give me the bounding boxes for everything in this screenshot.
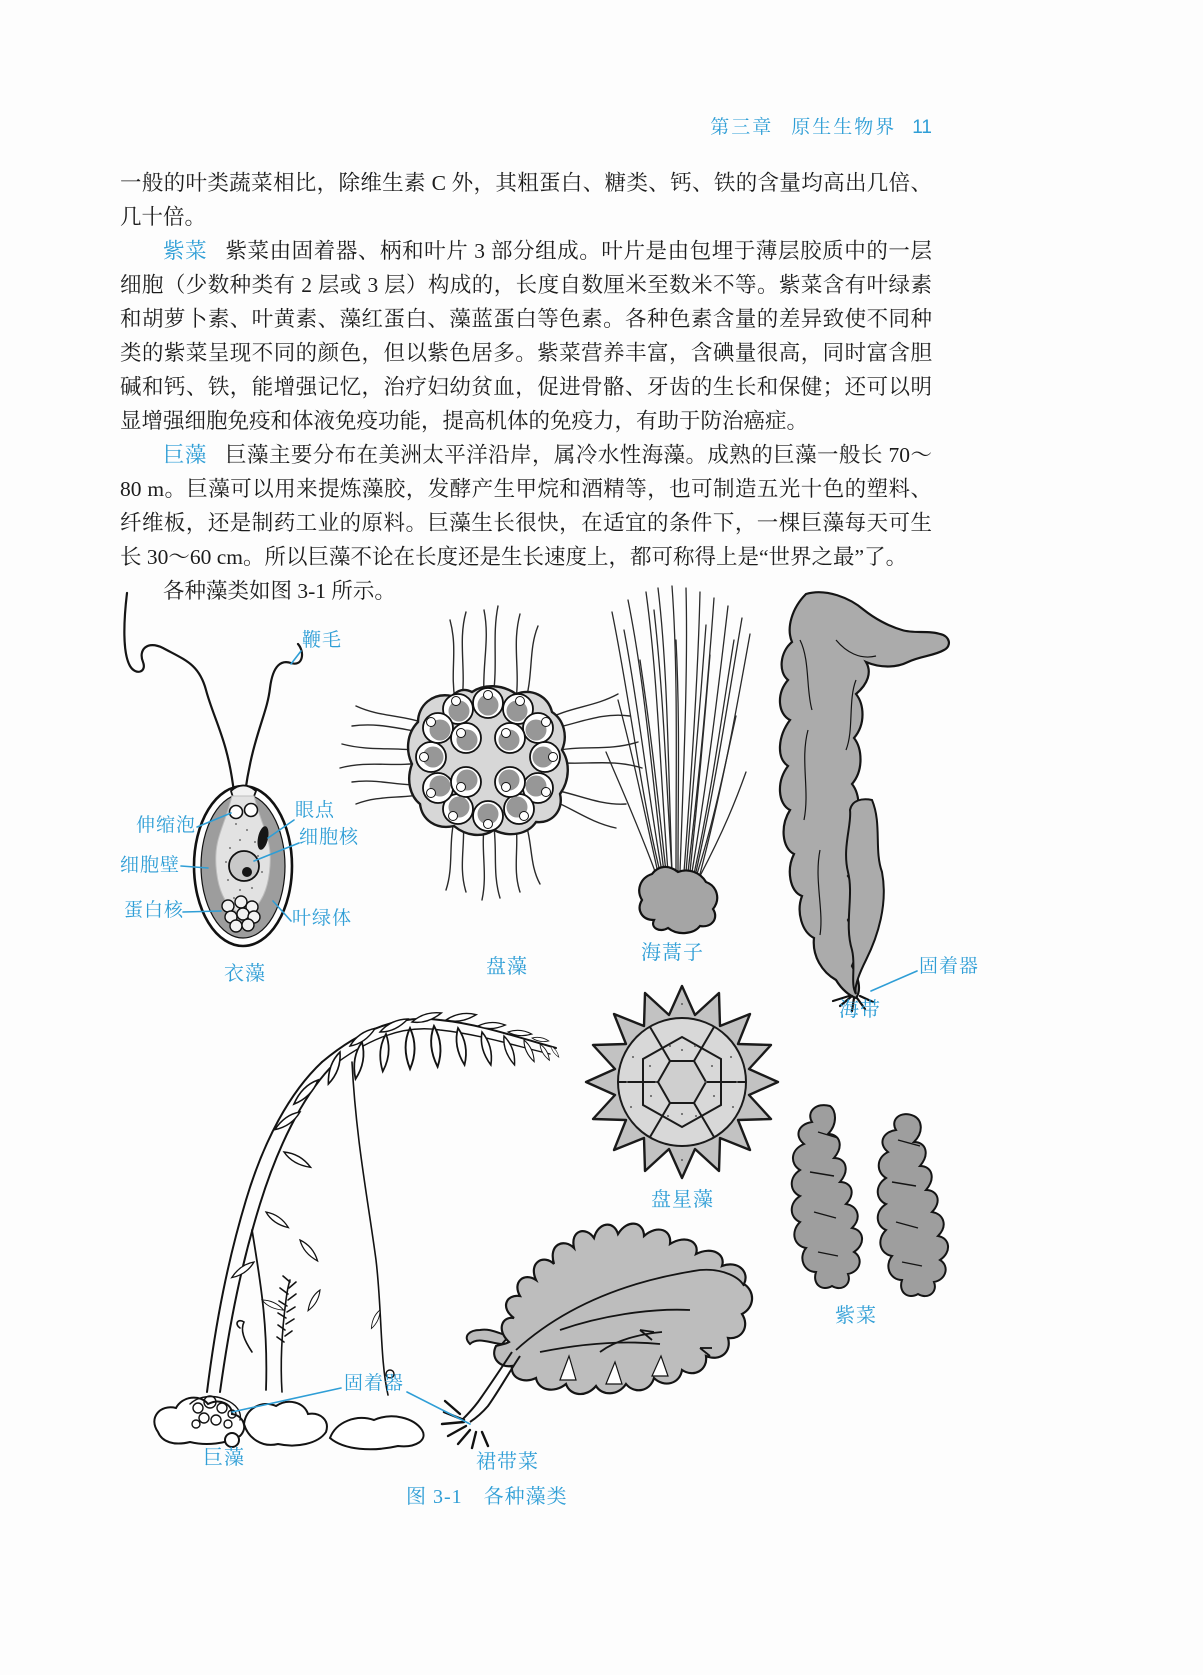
giant-kelp-thin-stalk <box>352 1062 388 1395</box>
contractile-vacuole-shape <box>230 806 243 819</box>
leader-pyrenoid <box>183 911 221 912</box>
giant-kelp-rocks <box>154 1398 423 1450</box>
nori-drawing <box>792 1105 948 1296</box>
sargassum-holdfast <box>639 867 717 933</box>
paragraph-figure-ref: 各种藻类如图 3-1 所示。 <box>163 579 396 603</box>
section-title: 原生生物界 <box>791 117 897 138</box>
figure-illustration <box>0 575 1203 1530</box>
paragraph-lead-nori: 紫菜 <box>163 239 208 263</box>
paragraph-nori-text: 紫菜由固着器、柄和叶片 3 部分组成。叶片是由包埋于薄层胶质中的一层细胞（少数种类有 2 层或 3 层）构成的，长度自数厘米至数米不等。紫菜含有叶绿素和胡萝卜素、叶黄素、藻红蛋白、藻蓝蛋白等色素。各种色素含量的差异致使不同种类的紫菜呈现不同的颜色，但以紫色居多。紫菜营养丰富，含碘量很高，同时富含胆碱和钙、铁，能增强记忆，治疗妇幼贫血，促进骨骼、牙齿的生长和保健；还可以明显增强细胞免疫和体液免疫功能，提高机体的免疫力，有助于防治癌症。 <box>120 239 932 433</box>
wakame-blade <box>494 1224 752 1394</box>
wakame-stalk <box>462 1352 512 1420</box>
body-text <box>120 166 932 608</box>
nori-blade-left <box>792 1105 862 1288</box>
gonium-drawing <box>340 606 642 900</box>
caption-giant-kelp: 巨藻 <box>203 1447 245 1469</box>
flagellum-right <box>245 644 302 793</box>
pediastrum-drawing <box>586 986 778 1178</box>
label-chloroplast: 叶绿体 <box>292 908 353 929</box>
label-kelp-holdfast: 固着器 <box>919 956 980 977</box>
figure-caption: 图 3-1 各种藻类 <box>406 1486 568 1508</box>
label-eyespot: 眼点 <box>295 800 336 821</box>
caption-kelp: 海带 <box>839 999 881 1021</box>
wakame-drawing <box>442 1224 752 1448</box>
running-header <box>120 112 932 139</box>
chlamydomonas-drawing <box>124 593 302 946</box>
contractile-vacuole-shape <box>245 804 258 817</box>
paragraph-giant-kelp <box>120 438 932 574</box>
caption-gonium: 盘藻 <box>486 956 528 978</box>
label-contractile-vacuole: 伸缩泡 <box>136 815 197 836</box>
sargassum-drawing <box>606 586 750 933</box>
nucleolus-shape <box>242 867 252 877</box>
caption-pediastrum: 盘星藻 <box>651 1189 714 1211</box>
label-cell-wall: 细胞壁 <box>120 855 181 876</box>
caption-nori: 紫菜 <box>835 1305 877 1327</box>
nucleus-shape <box>229 851 259 881</box>
paragraph-nori <box>120 234 932 438</box>
paragraph-lead-giant-kelp: 巨藻 <box>163 443 207 467</box>
label-flagellum: 鞭毛 <box>302 630 343 651</box>
nori-blade-right <box>878 1114 948 1296</box>
caption-sargassum: 海蒿子 <box>641 942 704 964</box>
flagellum-left <box>124 593 234 793</box>
label-shared-holdfast: 固着器 <box>344 1373 405 1394</box>
kelp-drawing <box>780 592 949 1011</box>
leader-kelp-holdfast <box>871 971 917 991</box>
wakame-holdfast-claw <box>442 1401 488 1448</box>
giant-kelp-leaves <box>229 1011 559 1312</box>
giant-kelp-side-stalk <box>252 1230 266 1390</box>
leader-wakame-holdfast <box>407 1392 470 1424</box>
sargassum-strands <box>606 586 750 876</box>
chapter-title: 第三章 <box>710 117 774 138</box>
caption-chlamydomonas: 衣藻 <box>224 963 266 985</box>
page-number: 11 <box>912 117 932 138</box>
paragraph-continuation: 一般的叶类蔬菜相比，除维生素 C 外，其粗蛋白、糖类、钙、铁的含量均高出几倍、几十倍。 <box>120 171 932 229</box>
label-nucleus: 细胞核 <box>299 827 360 848</box>
caption-wakame: 裙带菜 <box>476 1451 539 1473</box>
label-pyrenoid: 蛋白核 <box>124 900 185 921</box>
paragraph-giant-kelp-text: 巨藻主要分布在美洲太平洋沿岸，属冷水性海藻。成熟的巨藻一般长 70～80 m。巨藻可以用来提炼藻胶，发酵产生甲烷和酒精等，也可制造五光十色的塑料、纤维板，还是制药工业的原料。巨藻生长很快，在适宜的条件下，一棵巨藻每天可生长 30～60 cm。所以巨藻不论在长度还是生长速度上，都可称得上是“世界之最”了。 <box>120 443 932 569</box>
